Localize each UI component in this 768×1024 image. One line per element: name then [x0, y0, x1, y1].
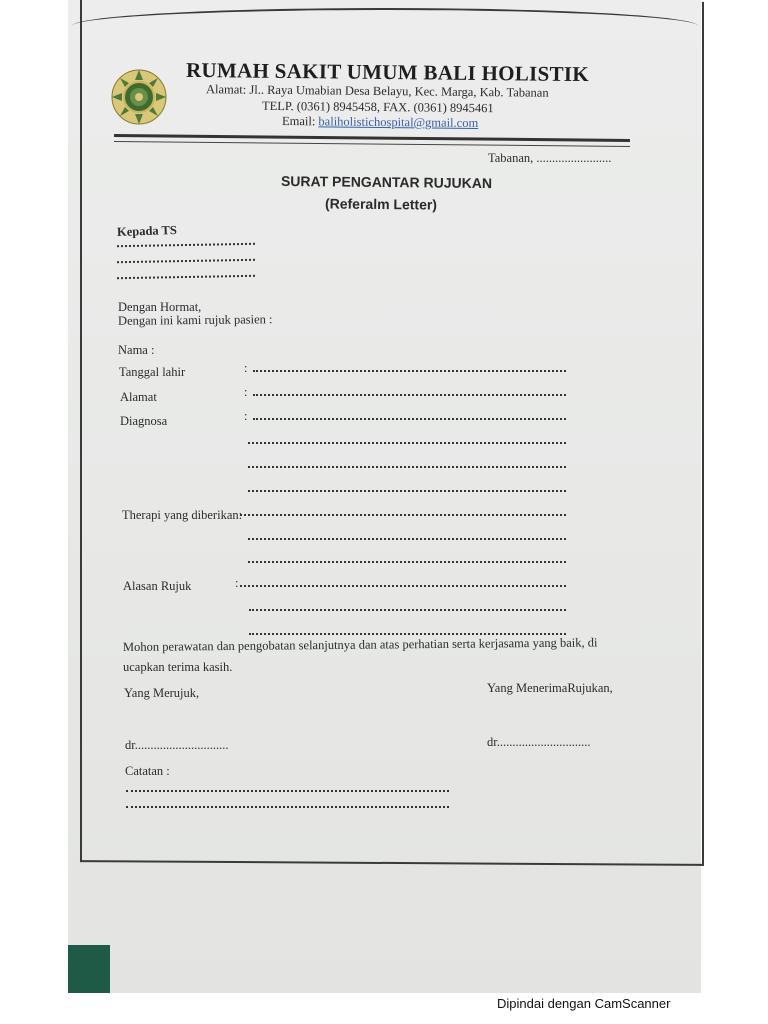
closing-text: Mohon perawatan dan pengobatan selanjutnya dan atas perhatian serta kerjasama yang baik, di: [122, 635, 598, 654]
background-strip: [0, 0, 68, 993]
field-address-label: Alamat: [120, 390, 157, 404]
field-diagnosis-label: Diagnosa: [120, 414, 168, 428]
closing-text-cont: ucapkan terima kasih.: [123, 660, 233, 674]
referrer-signature-line: dr..............................: [125, 738, 229, 752]
greeting: Dengan Hormat,: [118, 300, 202, 314]
notes-line: [126, 790, 449, 792]
diagnosis-line: [248, 490, 566, 492]
therapy-line: [248, 561, 566, 563]
reason-line: [249, 609, 566, 611]
reason-line: [240, 585, 566, 587]
place-date: Tabanan, ........................: [488, 151, 612, 165]
receiver-label: Yang MenerimaRujukan,: [487, 681, 613, 695]
field-birthdate-label: Tanggal lahir: [119, 365, 186, 379]
field-reason-label: Alasan Rujuk: [123, 579, 192, 593]
field-name-label: Nama :: [118, 343, 155, 357]
diagnosis-line: [253, 418, 566, 420]
notes-line: [126, 806, 449, 808]
email-label: Email:: [281, 113, 319, 129]
field-colon: :: [235, 576, 239, 590]
field-colon: :: [244, 361, 248, 375]
hospital-address: Alamat: Jl.. Raya Umabian Desa Belayu, Kec. Marga, Kab. Tabanan: [205, 82, 549, 100]
email-link[interactable]: baliholistichospital@gmail.com: [318, 114, 479, 131]
hospital-email: [282, 114, 478, 131]
notes-label: Catatan :: [125, 764, 170, 778]
hospital-phone: TELP. (0361) 8945458, FAX. (0361) 8945461: [261, 98, 494, 116]
intro-text: Dengan ini kami rujuk pasien :: [117, 312, 273, 328]
field-colon: :: [244, 409, 248, 423]
birthdate-line: [253, 370, 566, 372]
receiver-signature-line: dr..............................: [487, 735, 591, 749]
therapy-line: [248, 538, 566, 540]
hospital-emblem-icon: [110, 68, 168, 126]
background-corner: [68, 945, 110, 993]
field-colon: :: [244, 385, 248, 399]
reason-line: [249, 633, 566, 635]
recipient-label: Kepada TS: [116, 222, 178, 240]
scanner-watermark: Dipindai dengan CamScanner: [497, 996, 671, 1011]
letter-title: SURAT PENGANTAR RUJUKAN: [280, 172, 493, 192]
diagnosis-line: [248, 442, 566, 444]
therapy-line: [240, 514, 566, 516]
letter-subtitle: (Referalm Letter): [324, 195, 438, 213]
field-therapy-label: Therapi yang diberikan:: [122, 508, 243, 522]
hospital-name: RUMAH SAKIT UMUM BALI HOLISTIK: [185, 57, 590, 87]
diagnosis-line: [248, 466, 566, 468]
referrer-label: Yang Merujuk,: [124, 686, 200, 700]
address-line: [253, 394, 566, 396]
